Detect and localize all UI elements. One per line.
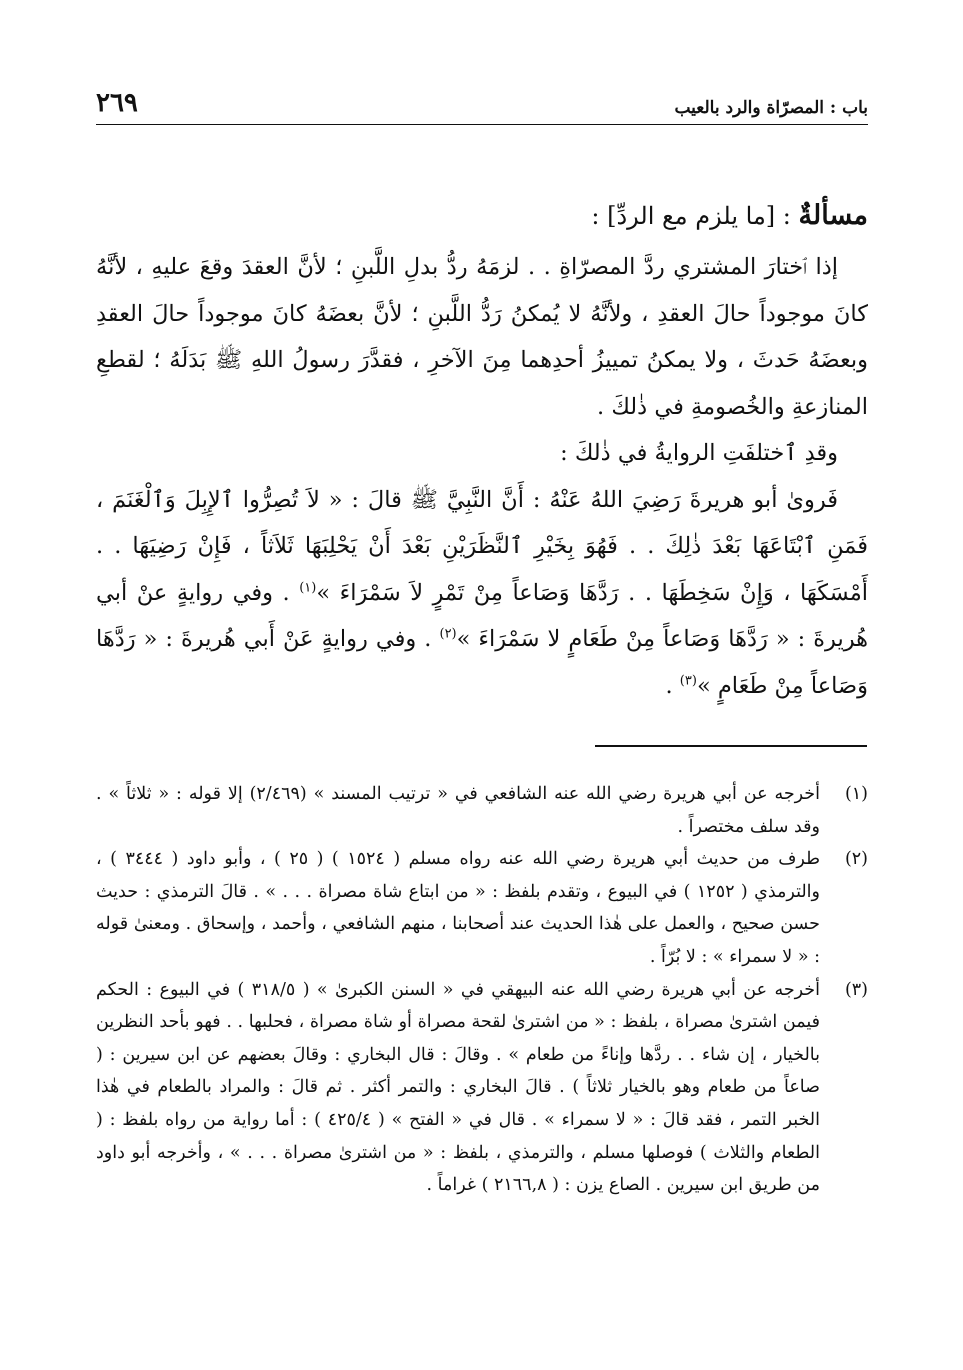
hadith-part-2: . وفي روايةٍ عنْ أبي هُريرةَ : « رَدَّهَا وَصَاعاً مِنْ طَعَامٍ لا سَمْرَاءَ » (96, 579, 868, 652)
footnote-ref-1[interactable]: (١) (299, 580, 317, 595)
running-header (96, 86, 868, 125)
footnote-text: أخرجه عن أبي هريرة رضي الله عنه الشافعي في « ترتيب المسند » (٢/٤٦٩) إلا قوله : « ثلاثاً » . وقد سلف مختصراً . (96, 784, 820, 837)
chapter-title: باب : المصرّاة والرد بالعيب (674, 98, 868, 118)
footnote-text: أخرجه عن أبي هريرة رضي الله عنه البيهقي في « السنن الكبرىٰ » ( ٣١٨/٥ ) في البيوع : الحكم فيمن اشترىٰ مصراة ، بلفظ : « من اشترىٰ لقحة مصراة أو شاة مصراة ، فحلبها . . فهو بأحد النظرين بالخيار ، إن شاء . . ردَّها وإناءً من طعام » . وقالَ : قال البخاري : وقالَ بعضهم عن ابن سيرين : ( صاعاً من طعام وهو بالخيار ثلاثاً ) . قالَ البخاري : والتمر أكثر . ثم قالَ : والمراد بالطعام في هٰذا الخبر التمر ، فقد قالَ : « لا سمراء » . قال في « الفتح » ( ٤٢٥/٤ ) : أما رواية من رواه بلفظ : ( الطعام والثلاث ) فوصلها مسلم ، والترمذي ، بلفظ : « من اشترىٰ مصراة . . . » ، وأخرجه أبو داود من طريق ابن سيرين . الصاع يزن : ( ٢١٦٦,٨ ) غراماً . (96, 979, 820, 1196)
hadith-part-4: . (665, 672, 680, 699)
footnote-ref-3[interactable]: (٣) (679, 673, 697, 688)
footnotes (96, 778, 868, 1202)
footnote-ref-2[interactable]: (٢) (439, 626, 457, 642)
footnote-number: (٢) (844, 849, 868, 870)
footnote-3 (96, 974, 868, 1202)
hadith-part-1: فَروىٰ أبو هريرةَ رَضِيَ اللهُ عَنْهُ : أَنَّ النَّبِيَّ ﷺ قالَ : « لاَ تُصِرُّوا ٱلإِبِلَ وَٱلْغَنَمَ ، فَمَنِ ٱبْتَاعَهَا بَعْدَ ذٰلِكَ . . فَهُوَ بِخَيْرِ ٱلنَّظَرَيْنِ بَعْدَ أَنْ يَحْلِبَهَا ثَلاَثاً ، فَإِنْ رَضِيَهَا . . أَمْسَكَهَا ، وَإِنْ سَخِطَهَا . . رَدَّهَا وَصَاعاً مِنْ تَمْرٍ لاَ سَمْرَاءَ » (96, 486, 869, 606)
main-text (96, 196, 868, 709)
masala-heading (96, 196, 868, 236)
footnote-2 (96, 843, 868, 973)
footnote-divider (595, 745, 867, 747)
paragraph-2: وقدِ ٱختلفَتِ الروايةُ في ذٰلكَ : (560, 440, 838, 466)
hadith-paragraph (96, 477, 868, 710)
footnote-text: طرف من حديث أبي هريرة رضي الله عنه رواه مسلم ( ١٥٢٤ ) ( ٢٥ ) ، وأبو داود ( ٣٤٤٤ ) ، والترمذي ( ١٢٥٢ ) في البيوع ، وتقدم بلفظ : « من ابتاع شاة مصراة . . . » . قالَ الترمذي : حديث حسن صحيح ، والعمل على هٰذا الحديث عند أصحابنا ، منهم الشافعي ، وأحمد ، وإسحاق . ومعنىٰ قوله : « لا سمراء » : لا بُرّاً . (96, 849, 821, 967)
masala-keyword: مسألةٌ (798, 200, 868, 231)
paragraph-1: إذا ٱختارَ المشتري ردَّ المصرّاةِ . . لزمَهُ ردُّ بدلِ اللَّبنِ ؛ لأنَّ العقدَ وقعَ عليهِ ، لأنَّهُ كانَ موجوداً حالَ العقدِ ، ولأنَّهُ لا يُمكنُ رَدُّ اللَّبنِ ؛ لأنَّ بعضَهُ كانَ موجوداً حالَ العقدِ وبعضَهُ حَدثَ ، ولا يمكنُ تمييزُ أحدِهما مِنَ الآخرِ ، فقدَّرَ رسولُ اللهِ ﷺ بَدَلَهُ ؛ لقطعِ المنازعةِ والخُصومةِ في ذٰلكَ . (96, 254, 868, 420)
footnote-number: (٣) (844, 979, 868, 1000)
footnote-1 (96, 778, 868, 843)
page-number: ٢٦٩ (96, 88, 138, 118)
masala-title: [ما يلزم مع الردِّ] : (591, 202, 776, 230)
footnote-number: (١) (844, 784, 868, 804)
hadith-part-3: . وفي روايةٍ عَنْ أَبي هُريرةَ : « رَدَّهَا وَصَاعاً مِنْ طَعَامٍ » (96, 626, 868, 699)
masala-colon: : (775, 202, 799, 230)
